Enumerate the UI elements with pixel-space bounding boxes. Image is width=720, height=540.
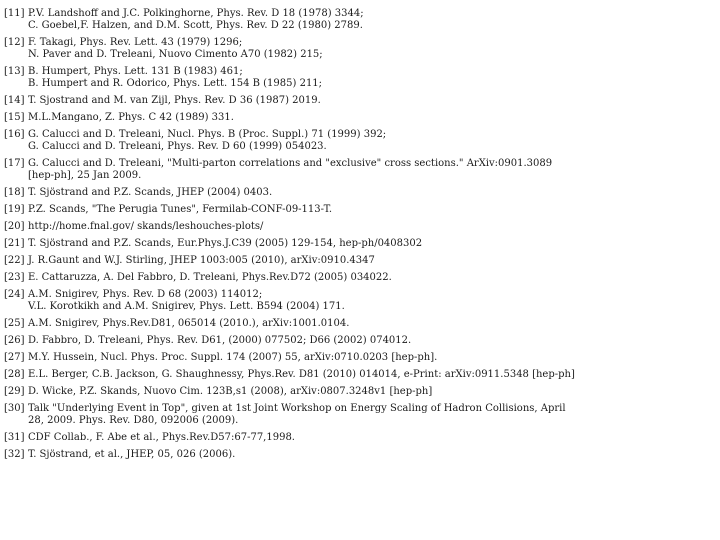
reference-item — [0, 37, 720, 61]
reference-text: E.L. Berger, C.B. Jackson, G. Shaughnessy, Phys.Rev. D81 (2010) 014014, e-Print: arXiv:0911.5348 [hep-ph] — [28, 369, 575, 380]
reference-text: [hep-ph], 25 Jan 2009. — [28, 170, 142, 181]
reference-number: [32] — [4, 449, 25, 460]
reference-text: G. Calucci and D. Treleani, Nucl. Phys. B (Proc. Suppl.) 71 (1999) 392; — [28, 129, 387, 140]
reference-item — [0, 8, 720, 32]
reference-item — [0, 129, 720, 153]
reference-item — [0, 449, 720, 461]
reference-number: [23] — [4, 272, 25, 283]
reference-number: [13] — [4, 66, 25, 77]
reference-item — [0, 187, 720, 199]
reference-item — [0, 432, 720, 444]
reference-item — [0, 272, 720, 284]
reference-item — [0, 403, 720, 427]
reference-item — [0, 238, 720, 250]
reference-text: V.L. Korotkikh and A.M. Snigirev, Phys. Lett. B594 (2004) 171. — [28, 301, 345, 312]
reference-text: B. Humpert and R. Odorico, Phys. Lett. 154 B (1985) 211; — [28, 78, 323, 89]
reference-text: M.L.Mangano, Z. Phys. C 42 (1989) 331. — [28, 112, 234, 123]
reference-text: F. Takagi, Phys. Rev. Lett. 43 (1979) 1296; — [28, 37, 243, 48]
reference-number: [26] — [4, 335, 25, 346]
reference-number: [15] — [4, 112, 25, 123]
reference-text: M.Y. Hussein, Nucl. Phys. Proc. Suppl. 174 (2007) 55, arXiv:0710.0203 [hep-ph]. — [28, 352, 438, 363]
reference-text: T. Sjostrand and M. van Zijl, Phys. Rev. D 36 (1987) 2019. — [28, 95, 321, 106]
reference-number: [22] — [4, 255, 25, 266]
reference-text: A.M. Snigirev, Phys.Rev.D81, 065014 (2010.), arXiv:1001.0104. — [28, 318, 350, 329]
reference-number: [30] — [4, 403, 25, 414]
reference-text: N. Paver and D. Treleani, Nuovo Cimento A70 (1982) 215; — [28, 49, 323, 60]
reference-text: CDF Collab., F. Abe et al., Phys.Rev.D57:67-77,1998. — [28, 432, 295, 443]
reference-item — [0, 112, 720, 124]
reference-url[interactable]: http://home.fnal.gov/ skands/leshouches-plots/ — [28, 221, 264, 232]
reference-list — [0, 8, 720, 466]
reference-number: [28] — [4, 369, 25, 380]
reference-number: [20] — [4, 221, 25, 232]
reference-text: J. R.Gaunt and W.J. Stirling, JHEP 1003:005 (2010), arXiv:0910.4347 — [28, 255, 375, 266]
reference-item — [0, 255, 720, 267]
reference-number: [21] — [4, 238, 25, 249]
reference-number: [29] — [4, 386, 25, 397]
reference-item — [0, 335, 720, 347]
reference-item — [0, 289, 720, 313]
reference-item — [0, 95, 720, 107]
reference-number: [24] — [4, 289, 25, 300]
reference-number: [25] — [4, 318, 25, 329]
reference-text: T. Sjöstrand, et al., JHEP, 05, 026 (2006). — [28, 449, 236, 460]
reference-item — [0, 158, 720, 182]
reference-text: P.V. Landshoff and J.C. Polkinghorne, Phys. Rev. D 18 (1978) 3344; — [28, 8, 364, 19]
reference-number: [11] — [4, 8, 25, 19]
reference-item — [0, 352, 720, 364]
reference-text: C. Goebel,F. Halzen, and D.M. Scott, Phys. Rev. D 22 (1980) 2789. — [28, 20, 363, 31]
reference-number: [17] — [4, 158, 25, 169]
reference-text: T. Sjöstrand and P.Z. Scands, Eur.Phys.J.C39 (2005) 129-154, hep-ph/0408302 — [28, 238, 423, 249]
reference-number: [12] — [4, 37, 25, 48]
reference-item — [0, 204, 720, 216]
reference-text: P.Z. Scands, "The Perugia Tunes", Fermilab-CONF-09-113-T. — [28, 204, 333, 215]
reference-item — [0, 66, 720, 90]
reference-item — [0, 318, 720, 330]
reference-text: 28, 2009. Phys. Rev. D80, 092006 (2009). — [28, 415, 239, 426]
reference-text: D. Wicke, P.Z. Skands, Nuovo Cim. 123B,s1 (2008), arXiv:0807.3248v1 [hep-ph] — [28, 386, 433, 397]
reference-number: [31] — [4, 432, 25, 443]
reference-item — [0, 221, 720, 233]
reference-text: E. Cattaruzza, A. Del Fabbro, D. Treleani, Phys.Rev.D72 (2005) 034022. — [28, 272, 392, 283]
reference-text: D. Fabbro, D. Treleani, Phys. Rev. D61, (2000) 077502; D66 (2002) 074012. — [28, 335, 412, 346]
reference-text: T. Sjöstrand and P.Z. Scands, JHEP (2004) 0403. — [28, 187, 273, 198]
reference-text: Talk "Underlying Event in Top", given at 1st Joint Workshop on Energy Scaling of Hadron Collisions, April — [28, 403, 566, 414]
reference-text: G. Calucci and D. Treleani, Phys. Rev. D 60 (1999) 054023. — [28, 141, 327, 152]
reference-text: G. Calucci and D. Treleani, "Multi-parton correlations and "exclusive" cross sections." ArXiv:0901.3089 — [28, 158, 553, 169]
reference-number: [16] — [4, 129, 25, 140]
reference-number: [18] — [4, 187, 25, 198]
reference-item — [0, 369, 720, 381]
reference-item — [0, 386, 720, 398]
reference-number: [19] — [4, 204, 25, 215]
reference-text: B. Humpert, Phys. Lett. 131 B (1983) 461; — [28, 66, 243, 77]
reference-number: [27] — [4, 352, 25, 363]
reference-number: [14] — [4, 95, 25, 106]
reference-text: A.M. Snigirev, Phys. Rev. D 68 (2003) 114012; — [28, 289, 263, 300]
